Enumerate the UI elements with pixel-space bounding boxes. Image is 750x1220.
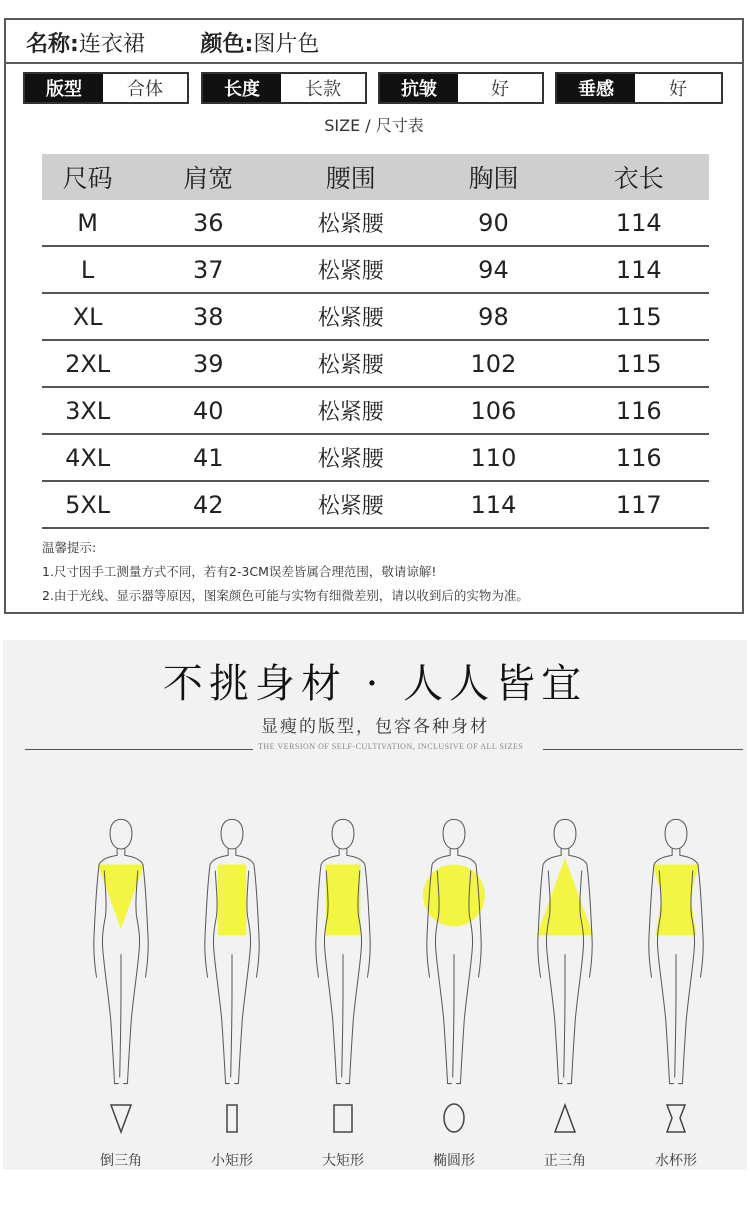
table-row [42,246,709,293]
cell-shoulder: 39 [133,340,283,387]
cell-bust: 90 [418,200,568,246]
attribute-length [201,72,367,104]
triangle-icon [552,1102,578,1139]
cell-size: 2XL [42,340,133,387]
table-row [42,434,709,481]
divider [543,749,743,750]
header-waist: 腰围 [283,154,418,200]
body-type-label: 倒三角 [100,1153,142,1169]
cell-waist: 松紧腰 [283,387,418,434]
body-figure [293,800,393,1090]
attribute-drape [555,72,723,104]
table-row [42,200,709,246]
body-silhouette [182,800,282,1090]
body-type-label: 椭圆形 [433,1153,475,1169]
body-type-label: 小矩形 [211,1153,253,1169]
color-label: 颜色: [200,32,254,57]
cell-length: 114 [569,246,709,293]
cell-waist: 松紧腰 [283,481,418,528]
attribute-value: 好 [491,79,509,100]
cell-waist: 松紧腰 [283,340,418,387]
product-color [201,27,320,58]
cell-shoulder: 41 [133,434,283,481]
cell-shoulder: 38 [133,293,283,340]
cell-length: 117 [569,481,709,528]
header-shoulder: 肩宽 [133,154,283,200]
attribute-key: 版型 [25,74,103,102]
header-size: 尺码 [42,154,133,200]
cell-size: XL [42,293,133,340]
cell-shoulder: 40 [133,387,283,434]
body-silhouette [515,800,615,1090]
note-item: 1.尺寸因手工测量方式不同，若有2-3CM误差皆属合理范围，敬请谅解! [42,564,437,579]
cell-shoulder: 37 [133,246,283,293]
size-table-title: SIZE / 尺寸表 [324,116,424,135]
cell-waist: 松紧腰 [283,246,418,293]
attribute-key: 长度 [203,74,281,102]
cell-length: 116 [569,434,709,481]
attribute-fit [23,72,189,104]
cell-bust: 94 [418,246,568,293]
body-silhouette [404,800,504,1090]
notes-title: 温馨提示: [42,540,97,555]
body-figure [626,800,726,1090]
body-figure [515,800,615,1090]
header-length: 衣长 [569,154,709,200]
cell-waist: 松紧腰 [283,434,418,481]
cell-shoulder: 42 [133,481,283,528]
attribute-value: 长款 [305,79,341,100]
small-rectangle-icon [219,1102,245,1139]
divider [25,749,253,750]
header-bust: 胸围 [418,154,568,200]
cell-bust: 102 [418,340,568,387]
cell-size: 4XL [42,434,133,481]
body-figure [71,800,171,1090]
attribute-wrinkle [378,72,544,104]
attribute-value: 合体 [127,79,163,100]
size-table-header [42,154,709,200]
attribute-value: 好 [669,79,687,100]
color-value: 图片色 [253,32,320,57]
cell-length: 115 [569,293,709,340]
attribute-key: 垂感 [557,74,635,102]
cell-waist: 松紧腰 [283,293,418,340]
large-rectangle-icon [330,1102,356,1139]
note-item: 2.由于光线、显示器等原因，图案颜色可能与实物有细微差别，请以收到后的实物为准。 [42,588,529,603]
cell-bust: 98 [418,293,568,340]
inverted-triangle-icon [108,1102,134,1139]
body-silhouette [71,800,171,1090]
body-figure [182,800,282,1090]
section-title: 不挑身材 · 人人皆宜 [162,661,588,707]
product-info [26,27,367,58]
divider [6,62,744,64]
body-silhouette [293,800,393,1090]
body-type-panel [3,640,747,1170]
cell-bust: 114 [418,481,568,528]
name-label: 名称: [26,32,79,57]
cell-bust: 110 [418,434,568,481]
cell-size: 3XL [42,387,133,434]
hourglass-icon [663,1102,689,1139]
notes [42,536,529,608]
section-subtitle-en: THE VERSION OF SELF-CULTIVATION, INCLUSIVE OF ALL SIZES [258,742,524,751]
attribute-row [23,72,725,106]
body-type-label: 正三角 [544,1153,586,1169]
cell-bust: 106 [418,387,568,434]
name-value: 连衣裙 [78,32,145,57]
body-silhouette [626,800,726,1090]
cell-size: M [42,200,133,246]
body-figure [404,800,504,1090]
cell-length: 115 [569,340,709,387]
table-row [42,481,709,528]
cell-size: 5XL [42,481,133,528]
section-subtitle: 显瘦的版型，包容各种身材 [261,717,489,737]
cell-length: 116 [569,387,709,434]
table-row [42,293,709,340]
product-name [26,27,145,58]
cell-length: 114 [569,200,709,246]
body-type-label: 水杯形 [655,1153,697,1169]
attribute-key: 抗皱 [380,74,458,102]
table-row [42,340,709,387]
size-table [42,154,709,529]
body-type-label: 大矩形 [322,1153,364,1169]
ellipse-icon [441,1102,467,1139]
cell-shoulder: 36 [133,200,283,246]
cell-waist: 松紧腰 [283,200,418,246]
table-row [42,387,709,434]
cell-size: L [42,246,133,293]
